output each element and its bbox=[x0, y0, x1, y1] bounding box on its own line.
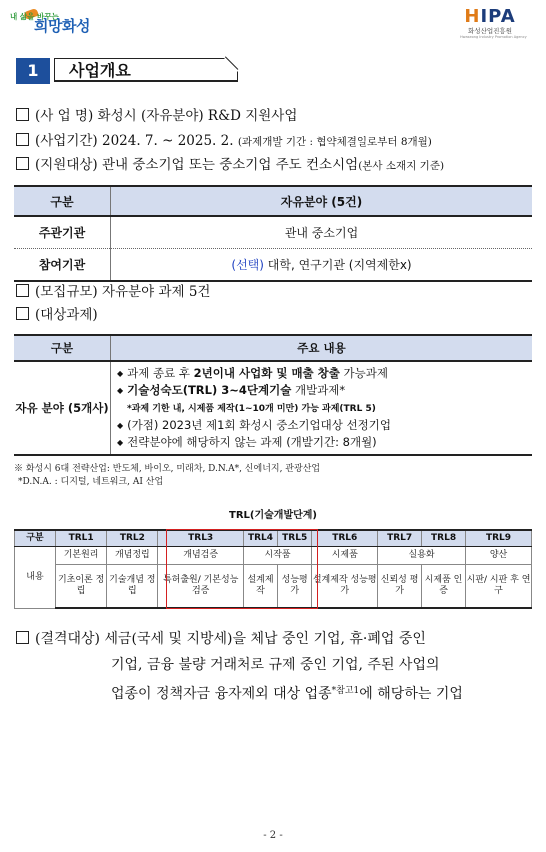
checkbox-icon bbox=[16, 133, 29, 146]
row-value: (선택) 대학, 연구기관 (지역제한x) bbox=[111, 249, 533, 282]
para-line: (결격대상) 세금(국세 및 지방세)을 체납 중인 기업, 휴·폐업 중인 bbox=[16, 626, 536, 652]
target-text: (지원대상) 관내 중소기업 또는 중소기업 주도 컨소시엄 bbox=[35, 157, 359, 173]
trl-detail: 시제품 인증 bbox=[422, 565, 466, 609]
item-scale bbox=[16, 283, 210, 301]
row-label: 참여기관 bbox=[14, 249, 111, 282]
diamond-icon: ◆ bbox=[117, 369, 124, 378]
checkbox-icon bbox=[16, 157, 29, 170]
trl-stage: 양산 bbox=[466, 547, 532, 565]
item-project-name bbox=[16, 107, 297, 125]
trl-stage: 개념검증 bbox=[158, 547, 243, 565]
diamond-icon: ◆ bbox=[117, 386, 124, 395]
row-value: 관내 중소기업 bbox=[111, 216, 533, 249]
trl-table bbox=[14, 529, 532, 609]
trl-level: TRL8 bbox=[422, 530, 466, 547]
optional-tag: (선택) bbox=[231, 258, 264, 272]
trl-level: TRL6 bbox=[312, 530, 378, 547]
row-label: 내용 bbox=[15, 547, 56, 609]
logo-tagline: 내 삶을 바꾸는 bbox=[10, 12, 59, 21]
para-line: 업종이 정책자금 융자제외 대상 업종$^{*참고1}$에 해당하는 기업 bbox=[111, 686, 463, 702]
hipa-subtitle-en: Hwaseong Industry Promotion Agency bbox=[460, 35, 527, 39]
trl-level: TRL9 bbox=[466, 530, 532, 547]
dna-note: *D.N.A. : 디지털, 네트워크, AI 산업 bbox=[18, 477, 164, 487]
period-text: (사업기간) 2024. 7. ~ 2025. 2. bbox=[35, 133, 234, 149]
trl-level: TRL2 bbox=[107, 530, 158, 547]
trl-title: TRL(기술개발단계) bbox=[229, 510, 317, 521]
subject-table bbox=[14, 334, 532, 456]
points-cell bbox=[111, 361, 533, 455]
trl-level: TRL1 bbox=[56, 530, 107, 547]
trl-detail: 성능평가 bbox=[278, 565, 312, 609]
section-title: 사업개요 bbox=[69, 61, 131, 80]
list-item: ◆ 기술성숙도(TRL) 3~4단계기술 개발과제* bbox=[117, 383, 346, 397]
trl-level: TRL4 bbox=[243, 530, 277, 547]
strategic-industry-note: ※ 화성시 6대 전략산업: 반도체, 바이오, 미래차, D.N.A*, 신에너지, 관광산업 bbox=[14, 464, 321, 474]
trl-detail: 특허출원/ 기본성능 검증 bbox=[158, 565, 243, 609]
table-header: 주요 내용 bbox=[111, 335, 533, 361]
project-name-text: (사 업 명) 화성시 (자유분야) R&D 지원사업 bbox=[35, 108, 298, 124]
disqualification-paragraph bbox=[16, 626, 536, 707]
reference-superscript: *참고1 bbox=[331, 686, 360, 696]
diamond-icon: ◆ bbox=[117, 438, 124, 447]
section-number: 1 bbox=[16, 58, 50, 84]
checkbox-icon bbox=[16, 631, 29, 644]
item-target bbox=[16, 156, 444, 175]
hipa-logo bbox=[460, 6, 527, 39]
trl-detail: 기술개념 정립 bbox=[107, 565, 158, 609]
trl-level: TRL5 bbox=[278, 530, 312, 547]
scale-text: (모집규모) 자유분야 과제 5건 bbox=[35, 284, 211, 300]
target-note: (본사 소재지 기준) bbox=[358, 160, 445, 172]
subject-text: (대상과제) bbox=[35, 307, 98, 323]
row-label: 자유 분야 (5개사) bbox=[14, 361, 111, 455]
checkbox-icon bbox=[16, 284, 29, 297]
trl-level: TRL3 bbox=[158, 530, 243, 547]
section-heading bbox=[16, 58, 238, 84]
row-label: 주관기관 bbox=[14, 216, 111, 249]
checkbox-icon bbox=[16, 307, 29, 320]
table-header: 구분 bbox=[15, 530, 56, 547]
period-note: (과제개발 기간 : 협약체결일로부터 8개월) bbox=[237, 136, 432, 148]
list-item: ◆ (가점) 2023년 제1회 화성시 중소기업대상 선정기업 bbox=[117, 418, 391, 432]
logo-name: 희망화성 bbox=[34, 17, 90, 35]
diamond-icon: ◆ bbox=[117, 421, 124, 430]
trl-detail: 기초이론 정립 bbox=[56, 565, 107, 609]
trl-stage: 실용화 bbox=[378, 547, 466, 565]
table-header: 구분 bbox=[14, 186, 111, 216]
page-number: - 2 - bbox=[263, 830, 283, 841]
list-item-note: *과제 기한 내, 시제품 제작(1~10개 미만) 가능 과제(TRL 5) bbox=[127, 404, 376, 414]
trl-stage: 기본원리 bbox=[56, 547, 107, 565]
trl-detail: 신뢰성 평가 bbox=[378, 565, 422, 609]
trl-stage: 시작품 bbox=[243, 547, 311, 565]
table-header: 자유분야 (5건) bbox=[111, 186, 533, 216]
para-line: 기업, 금융 불량 거래처로 규제 중인 기업, 주된 사업의 bbox=[111, 657, 440, 673]
checkbox-icon bbox=[16, 108, 29, 121]
trl-level: TRL7 bbox=[378, 530, 422, 547]
folded-corner-icon bbox=[224, 58, 238, 72]
section-title-box bbox=[54, 58, 238, 82]
trl-stage: 개념정립 bbox=[107, 547, 158, 565]
trl-stage: 시제품 bbox=[312, 547, 378, 565]
hipa-subtitle: 화성산업진흥원 bbox=[468, 27, 512, 35]
organization-table bbox=[14, 185, 532, 282]
trl-detail: 시판/ 시판 후 연구 bbox=[466, 565, 532, 609]
table-header: 구분 bbox=[14, 335, 111, 361]
item-period bbox=[16, 132, 432, 151]
trl-detail: 설계제작 성능평가 bbox=[312, 565, 378, 609]
hipa-brand: HIPA bbox=[464, 6, 516, 27]
hwaseong-logo bbox=[10, 10, 92, 40]
trl-detail: 설계제작 bbox=[243, 565, 277, 609]
item-subject bbox=[16, 306, 98, 324]
list-item: ◆ 전략분야에 해당하지 않는 과제 (개발기간: 8개월) bbox=[117, 435, 377, 449]
list-item: ◆ 과제 종료 후 2년이내 사업화 및 매출 창출 가능과제 bbox=[117, 366, 388, 380]
